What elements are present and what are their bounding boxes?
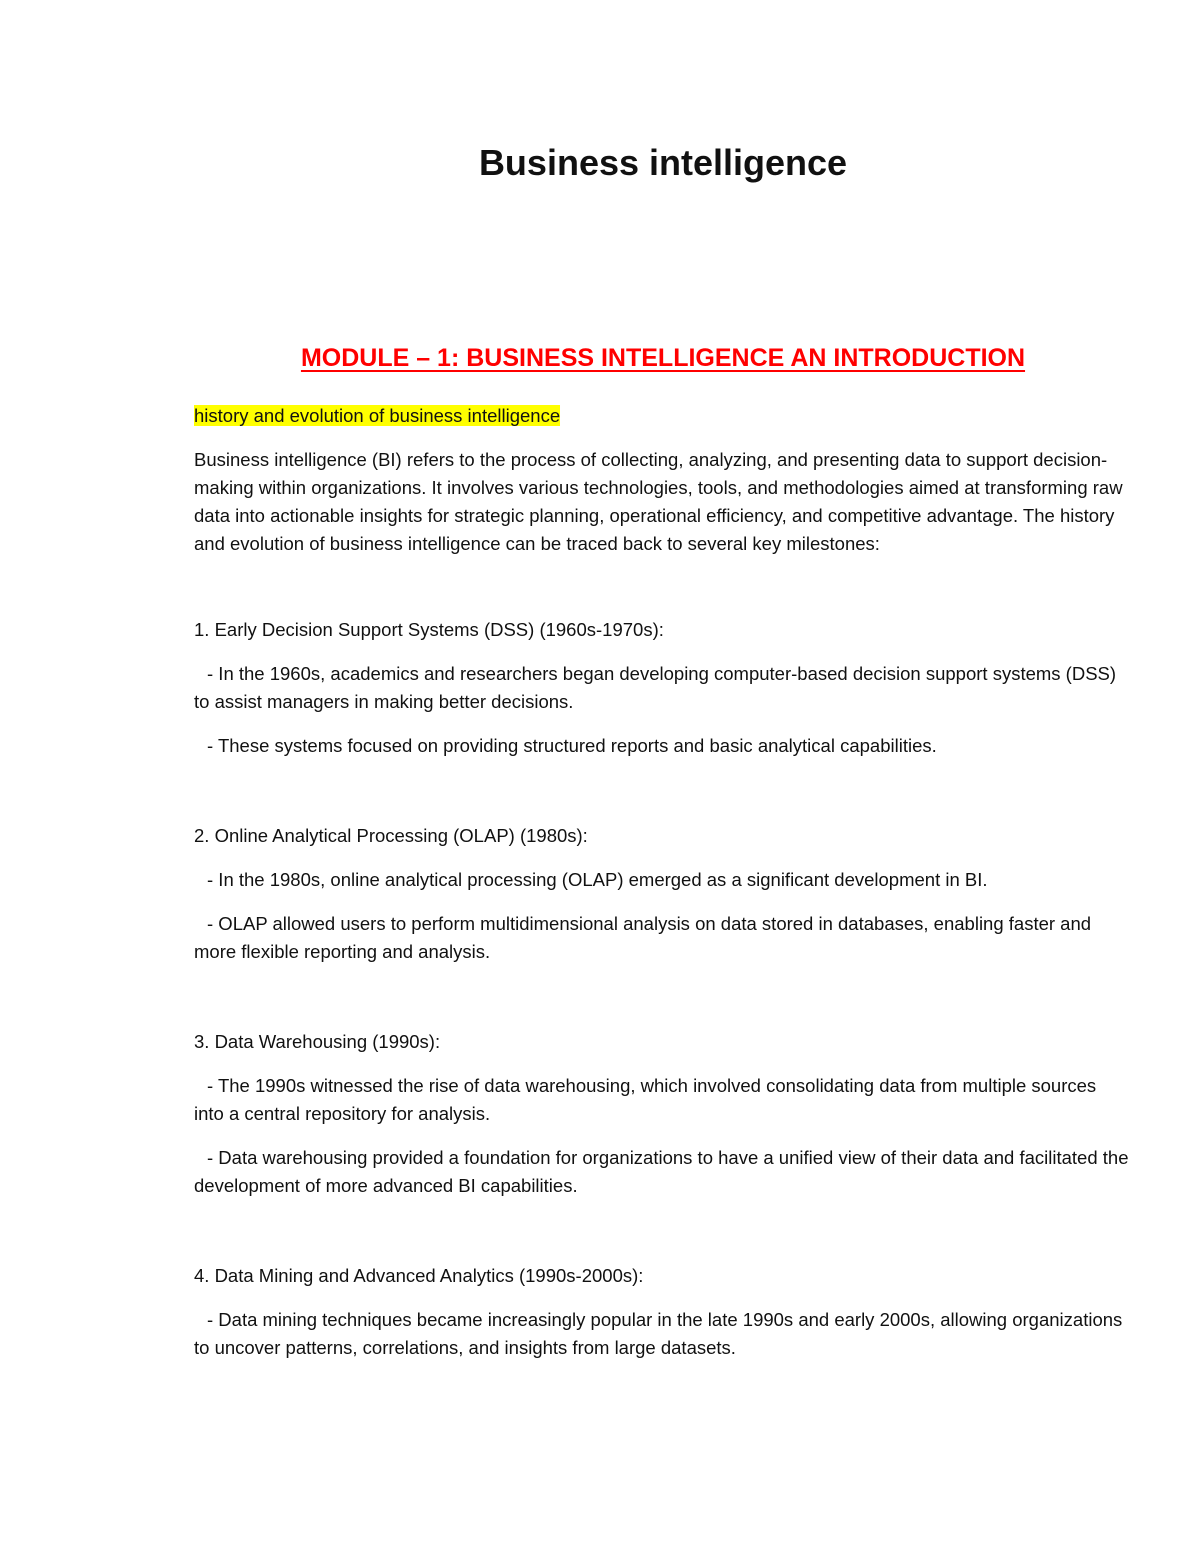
section-title: 1. Early Decision Support Systems (DSS) (1960s-1970s): (194, 619, 664, 640)
section-olap (194, 822, 1129, 966)
section-bullet: - The 1990s witnessed the rise of data warehousing, which involved consolidating data from multiple sources into a central repository for analysis. (194, 1075, 1097, 1124)
document-title: Business intelligence (478, 142, 848, 183)
section-data-warehousing (194, 1028, 1129, 1200)
module-heading: MODULE – 1: BUSINESS INTELLIGENCE AN INTRODUCTION (300, 344, 1026, 372)
section-bullet: - Data warehousing provided a foundation for organizations to have a unified view of their data and facilitated the development of more advanced BI capabilities. (194, 1147, 1129, 1196)
section-bullet: - In the 1980s, online analytical processing (OLAP) emerged as a significant development in BI. (207, 869, 988, 890)
section-bullet: - In the 1960s, academics and researchers began developing computer-based decision support systems (DSS) to assist managers in making better decisions. (194, 663, 1117, 712)
section-bullet: - Data mining techniques became increasingly popular in the late 1990s and early 2000s, allowing organizations to uncover patterns, correlations, and insights from large datasets. (194, 1309, 1123, 1358)
document-body (194, 402, 1129, 1362)
section-data-mining (194, 1262, 1129, 1362)
section-title: 2. Online Analytical Processing (OLAP) (1980s): (194, 825, 588, 846)
section-early-dss (194, 616, 1129, 760)
section-bullet: - These systems focused on providing structured reports and basic analytical capabilities. (207, 735, 937, 756)
section-title: 4. Data Mining and Advanced Analytics (1990s-2000s): (194, 1265, 644, 1286)
section-bullet: - OLAP allowed users to perform multidimensional analysis on data stored in databases, enabling faster and more flexible reporting and analysis. (194, 913, 1092, 962)
topic-line (194, 402, 1129, 430)
intro-paragraph: Business intelligence (BI) refers to the process of collecting, analyzing, and presenting data to support decision-making within organizations. It involves various technologies, tools, and methodologies aimed at transforming raw data into actionable insights for strategic planning, operational efficiency, and competitive advantage. The history and evolution of business intelligence can be traced back to several key milestones: (194, 449, 1123, 554)
section-title: 3. Data Warehousing (1990s): (194, 1031, 441, 1052)
highlighted-topic: history and evolution of business intelligence (194, 405, 561, 426)
